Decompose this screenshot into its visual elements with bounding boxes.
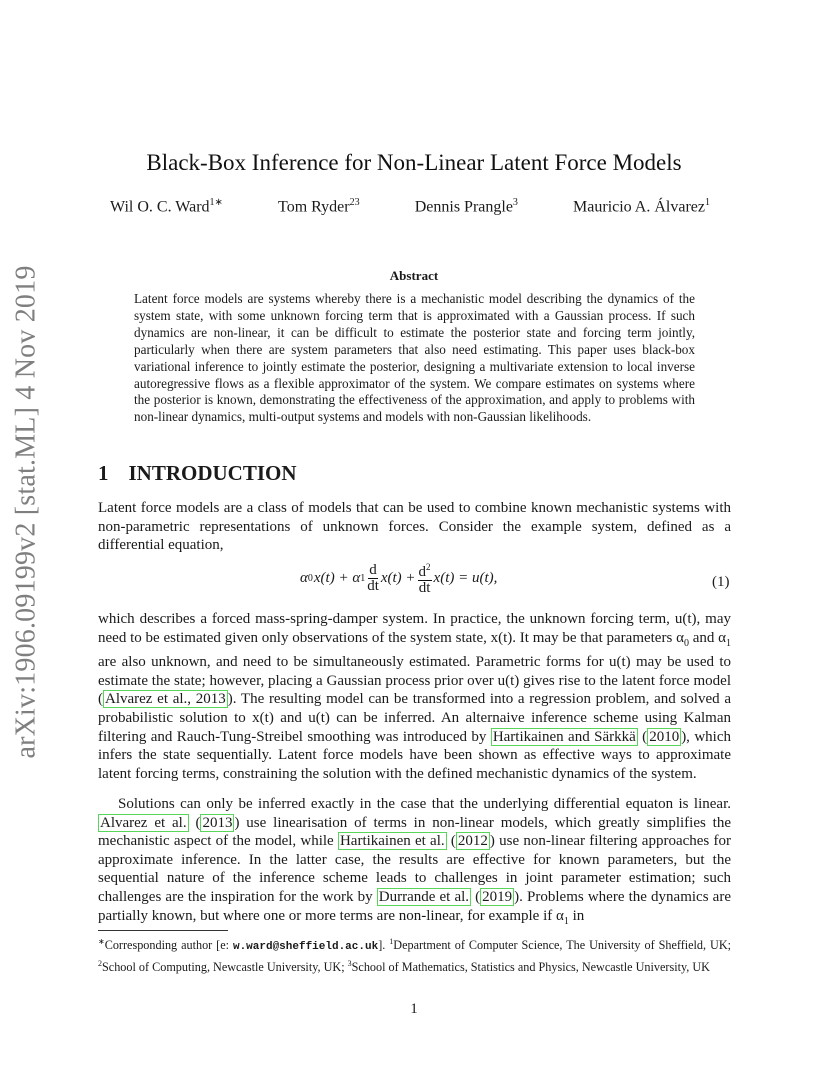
citation-link[interactable]: 2013 bbox=[202, 814, 233, 831]
derivative-fraction: $\frac{d}{dt}$ bbox=[367, 561, 379, 594]
arxiv-identifier-stamp bbox=[9, 264, 45, 759]
second-derivative-fraction: $\frac{d^2}{dt}$ bbox=[418, 562, 431, 596]
author: Wil O. C. Ward$^{1∗}$ bbox=[110, 197, 223, 216]
author: Tom Ryder$^{23}$ bbox=[278, 197, 360, 216]
paper-title: Black-Box Inference for Non-Linear Latent Force Models bbox=[146, 150, 682, 175]
page-number: 1 bbox=[410, 1001, 418, 1017]
author-list bbox=[110, 197, 710, 216]
citation-link[interactable]: 2019 bbox=[482, 888, 513, 905]
abstract-text: Latent force models are systems whereby there is a mechanistic model describing the dynamics of the system state, with some unknown forcing term that is approximated with a Gaussian process. If such dynamics are non-linear, it can be difficult to estimate the posterior state and forcing term jointly, particularly when there are system parameters that also need estimating. This paper uses black-box variational inference to jointly estimate the posterior, designing a multivariate extension to local inverse autoregressive flows as a flexible approximator of the system. We compare estimates on systems where the posterior is known, demonstrating the effectiveness of the approximation, and apply to problems with non-linear dynamics, multi-output systems and models with non-Gaussian likelihoods. bbox=[134, 291, 695, 425]
author: Mauricio A. Álvarez$^1$ bbox=[573, 197, 710, 216]
abstract-heading: Abstract bbox=[389, 268, 439, 283]
equation-1: α 0 x(t) + α 1 $\frac{d}{dt}$ x(t) + $\frac{d^2}{dt}$ x(t) = u(t), bbox=[300, 561, 498, 596]
section-number: 1 bbox=[98, 461, 109, 485]
citation-link[interactable]: Alvarez et al. bbox=[100, 814, 187, 831]
paragraph-body: which describes a forced mass-spring-damper system. In practice, the unknown forcing term, u(t), may need to be estimated given only observations of the system state, x(t). It may be that parameters $\alpha_0$ and $\alpha_1$ are also unknown, and need to be simultaneously estimated. Parametric forms for u(t) may be used to estimate the state; however, placing a Gaussian process prior over u(t) gives rise to the latent force model ( Alvarez et al., 2013 ). The resulting model can be transformed into a regression problem, and solved a probabilistic solution to x(t) and u(t) can be inferred. An alternaive inference scheme using Kalman filtering and Rauch-Tung-Streibel smoothing was introduced by Hartikainen and Särkkä ( 2010 ), which infers the state sequentially. Latent force models have been shown as effective ways to approximate latent forcing terms, constraining the solution with the defined mechanistic dynamics of the system. bbox=[98, 611, 732, 782]
citation-link[interactable]: Alvarez et al., 2013 bbox=[105, 691, 226, 708]
footnote: ∗Corresponding author [e: w.ward@sheffield.ac.uk]. $^1$Department of Computer Science, The University of Sheffield, UK; $^2$School of Computing, Newcastle University, UK; $^3$School of Mathematics, Statistics and Physics, Newcastle University, UK bbox=[98, 937, 732, 974]
citation-link[interactable]: 2010 bbox=[649, 728, 680, 745]
section-title: INTRODUCTION bbox=[128, 461, 297, 485]
author: Dennis Prangle$^3$ bbox=[414, 197, 518, 216]
citation-link[interactable]: Hartikainen and Särkkä bbox=[492, 728, 636, 745]
arxiv-id-text: arXiv:1906.09199v2 [stat.ML] 4 Nov 2019 bbox=[11, 264, 42, 759]
citation-link[interactable]: Durrande et al. bbox=[378, 888, 470, 905]
paragraph-body: Solutions can only be inferred exactly in the case that the underlying differential equaton is linear. Alvarez et al. ( 2013 ) use linearisation of terms in non-linear models, which greatly simplifies the mechanistic aspect of the model, while Hartikainen et al. ( 2012 ) use non-linear filtering approaches for approximate inference. In the latter case, the results are effective for known parameters, but the sequential nature of the inference scheme leads to challenges in joint parameter estimation; such challenges are the inspiration for the work by Durrande et al. ( 2019 ). Problems where the dynamics are partially known, but where one or more terms are non-linear, for example if $\alpha_1$ in bbox=[98, 796, 732, 927]
section-heading bbox=[98, 461, 297, 486]
paragraph-intro: Latent force models are a class of models that can be used to combine known mechanistic systems with non-parametric representations of unknown forces. Consider the example system, defined as a differential equation, bbox=[98, 500, 731, 554]
email-address: w.ward@sheffield.ac.uk bbox=[232, 941, 379, 954]
citation-link[interactable]: 2012 bbox=[457, 833, 488, 850]
equation-number: (1) bbox=[712, 574, 730, 590]
footnote-rule bbox=[98, 930, 228, 931]
citation-link[interactable]: Hartikainen et al. bbox=[339, 833, 445, 850]
